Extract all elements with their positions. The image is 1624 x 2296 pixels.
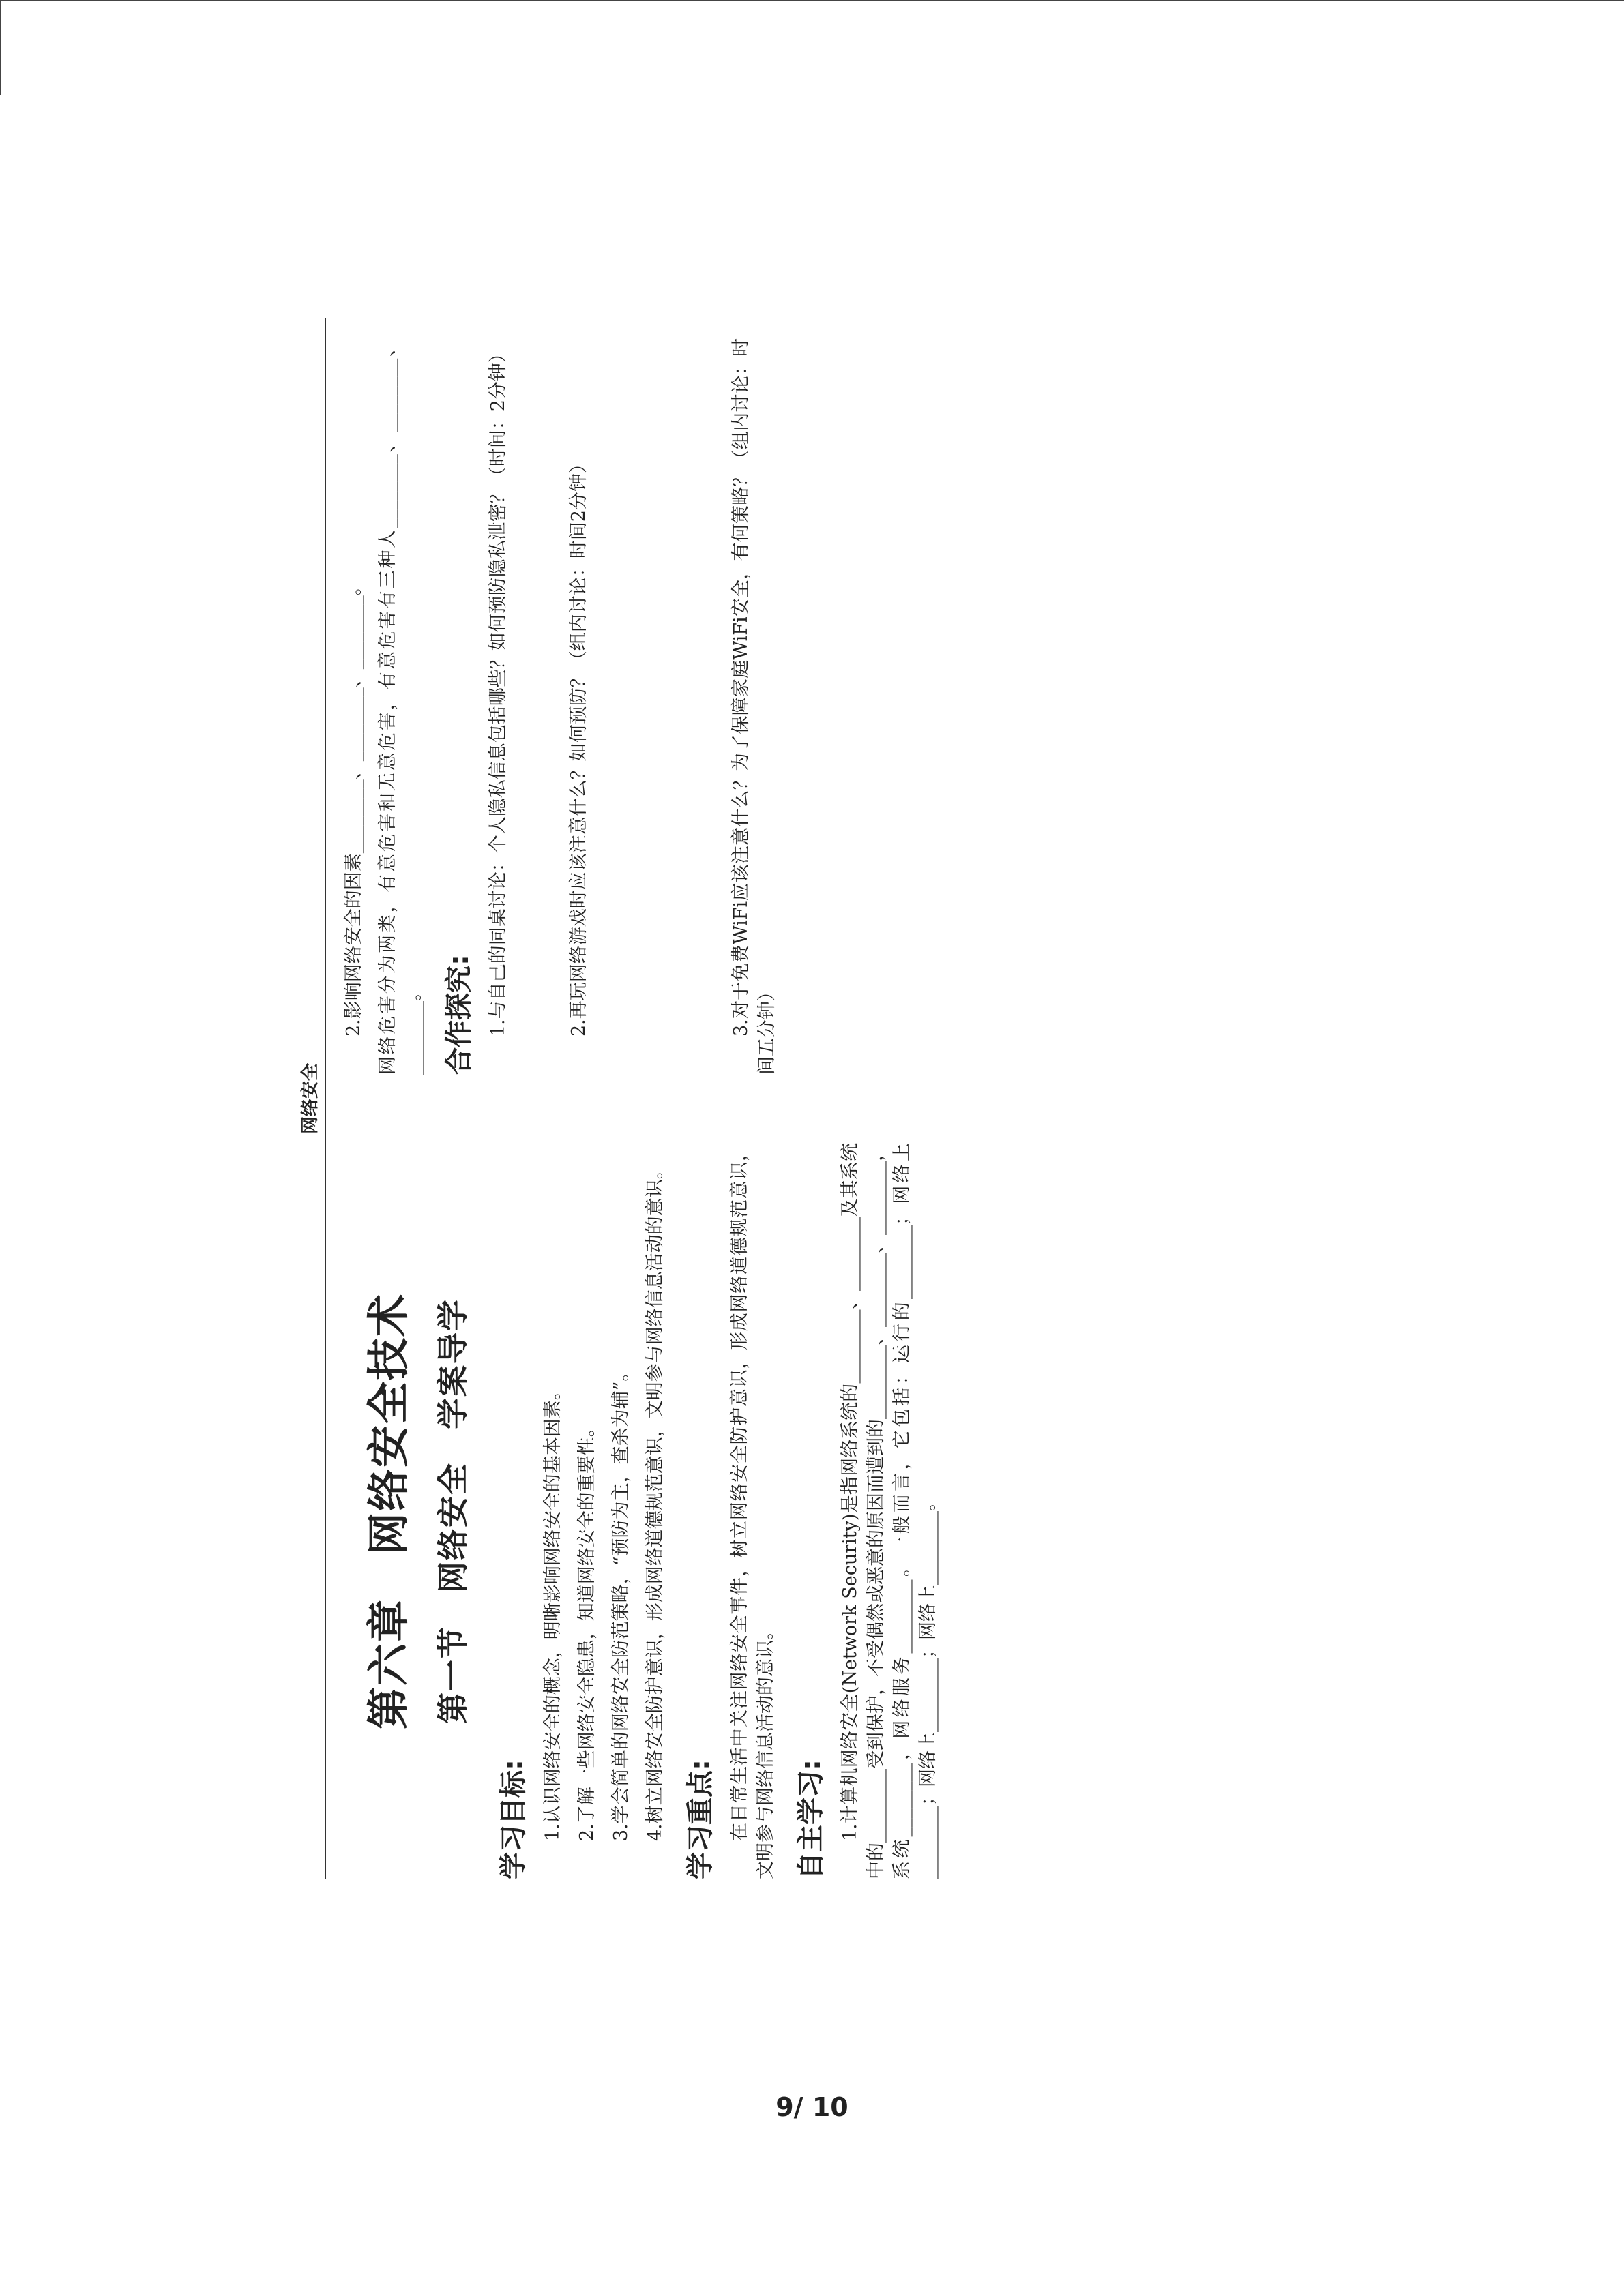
rotated-document-page bbox=[300, 318, 1269, 1879]
left-column bbox=[341, 1143, 956, 1879]
chapter-title: 第六章 网络安全技术 bbox=[364, 1293, 413, 1730]
objectives-heading: 学习目标: bbox=[498, 1759, 529, 1879]
header-rule bbox=[325, 318, 326, 1879]
cooperation-item: 1.与自己的同桌讨论：个人隐私信息包括哪些？如何预防隐私泄密？（时间：2分钟） bbox=[488, 344, 509, 1037]
question-2-continued: 网络危害分为两类，有意危害和无意危害，有意危害有三种人________、________、________。 bbox=[377, 338, 424, 1075]
page-frame-top bbox=[0, 0, 1624, 1]
key-points-heading: 学习重点: bbox=[685, 1759, 716, 1879]
question-2: 2.影响网络安全的因素________、________、________。 bbox=[343, 577, 364, 1037]
cooperation-item: 3.对于免费WiFi应该注意什么？为了保障家庭WiFi安全，有何策略？（组内讨论：时间五分钟） bbox=[730, 338, 778, 1075]
objective-item: 2.了解一些网络安全隐患，知道网络安全的重要性。 bbox=[576, 1418, 597, 1841]
page-number: 9/ 10 bbox=[776, 2092, 848, 2122]
running-header: 网络安全 bbox=[300, 1063, 321, 1135]
cooperation-heading: 合作探究: bbox=[443, 955, 475, 1075]
objective-item: 4.树立网络安全防护意识，形成网络道德规范意识，文明参与网络信息活动的意识。 bbox=[645, 1161, 666, 1841]
section-title: 第一节 网络安全 学案导学 bbox=[434, 1298, 471, 1724]
page-frame-left bbox=[0, 0, 1, 95]
right-column bbox=[341, 338, 795, 1075]
self-study-question-1: 1.计算机网络安全(Network Security)是指网络系统的________、________及其系统中的________受到保护，不受偶然或恶意的原因而遭到的________、________、________，系统________，网络服务________。一般而言，它包括：运行的________；网络上________；网络上________；网络上________。 bbox=[840, 1143, 939, 1879]
cooperation-item: 2.再玩网络游戏时应该注意什么？如何预防？（组内讨论：时间2分钟） bbox=[568, 455, 589, 1037]
self-study-heading: 自主学习: bbox=[795, 1759, 827, 1879]
objective-item: 1.认识网络安全的概念，明晰影响网络安全的基本因素。 bbox=[542, 1382, 563, 1841]
key-points-text: 在日常生活中关注网络安全事件，树立网络安全防护意识，形成网络道德规范意识，文明参与网络信息活动的意识。 bbox=[729, 1143, 776, 1879]
objective-item: 3.学会简单的网络安全防范策略，“预防为主，查杀为辅”。 bbox=[610, 1362, 632, 1841]
